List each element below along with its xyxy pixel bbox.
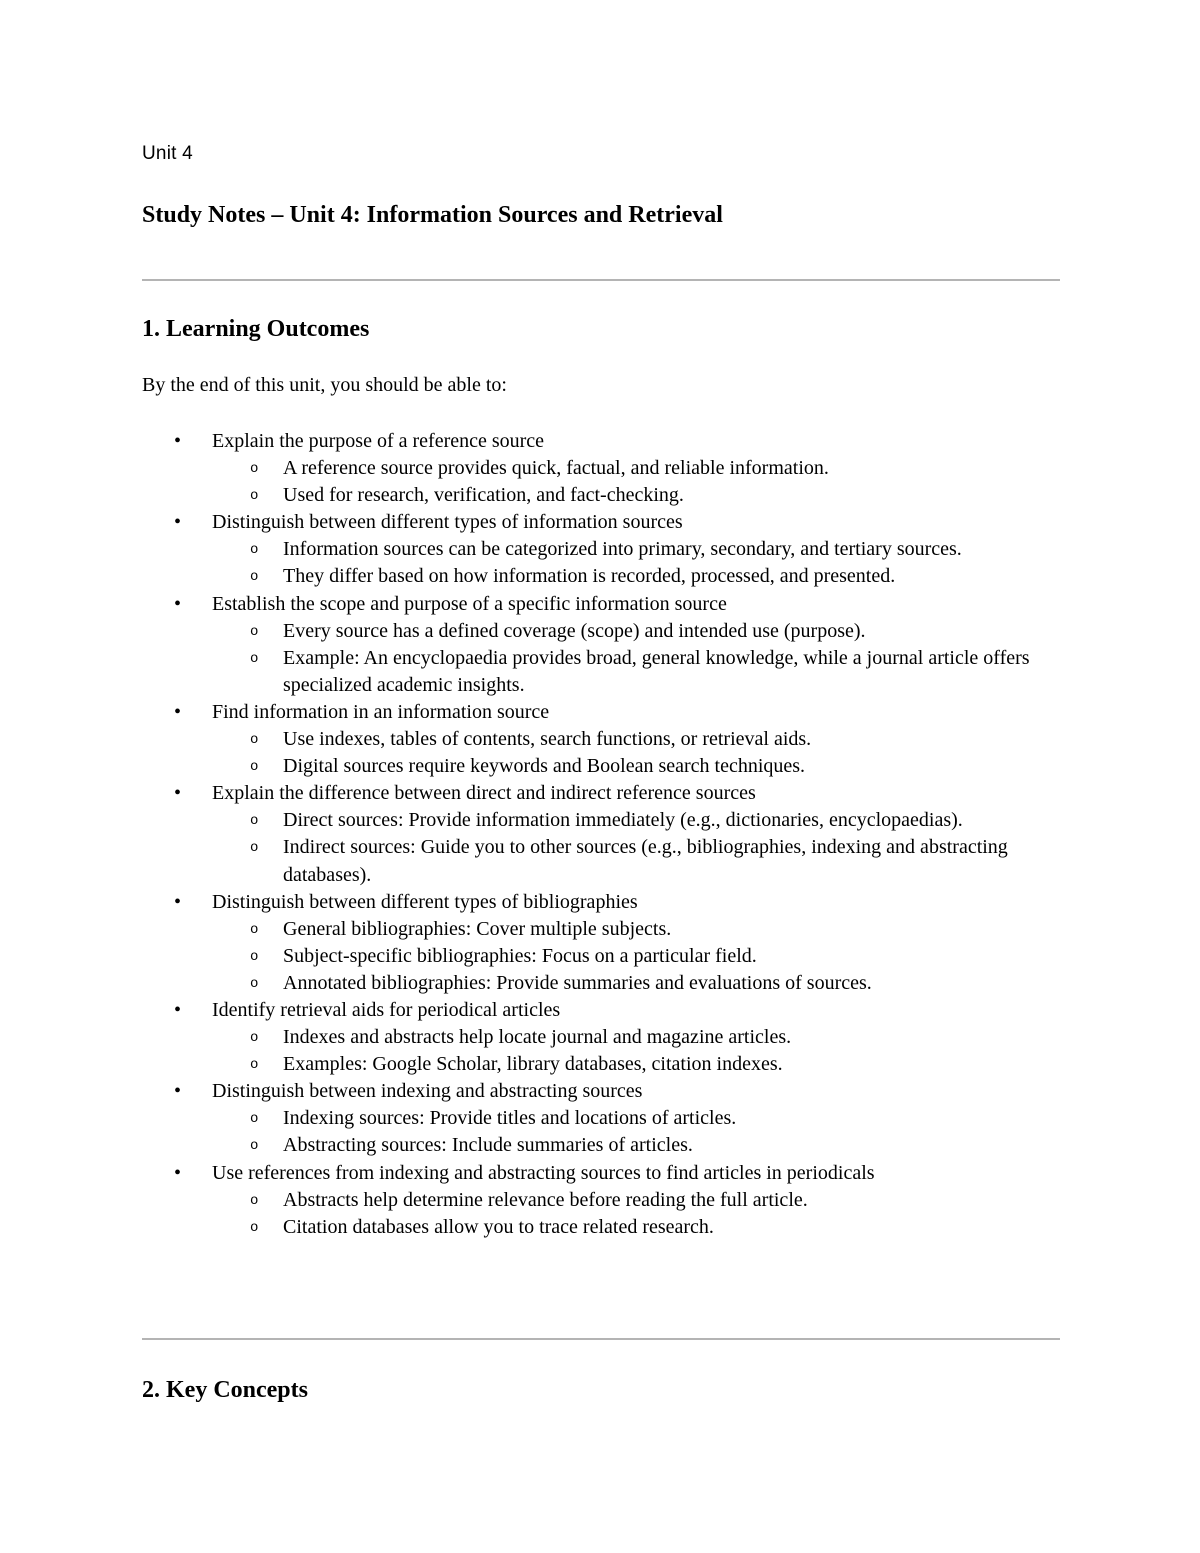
outcome-text: Explain the difference between direct and indirect reference sources bbox=[212, 782, 756, 805]
outcome-detail: o Examples: Google Scholar, library databases, citation indexes. bbox=[212, 1051, 1053, 1078]
outcome-text: Distinguish between different types of bibliographies bbox=[212, 890, 638, 913]
outcome-item bbox=[142, 509, 1060, 590]
outcome-details-list bbox=[212, 807, 1060, 888]
outcome-details-list bbox=[212, 455, 1060, 509]
outcome-text: Find information in an information source bbox=[212, 700, 550, 723]
outcome-details-list bbox=[212, 1105, 1060, 1159]
outcome-detail: o Use indexes, tables of contents, search functions, or retrieval aids. bbox=[212, 726, 1053, 753]
outcome-detail: o Example: An encyclopaedia provides broad, general knowledge, while a journal article offers specialized academic insights. bbox=[212, 645, 1053, 699]
outcome-item bbox=[142, 1160, 1060, 1241]
outcome-detail: o They differ based on how information is recorded, processed, and presented. bbox=[212, 563, 1053, 590]
outcome-item bbox=[142, 428, 1060, 509]
outcome-item bbox=[142, 699, 1060, 780]
outcome-detail: o Indexing sources: Provide titles and locations of articles. bbox=[212, 1105, 1053, 1132]
outcome-details-list bbox=[212, 1024, 1060, 1078]
horizontal-divider bbox=[142, 279, 1060, 281]
outcome-item bbox=[142, 889, 1060, 997]
outcome-text: Distinguish between indexing and abstracting sources bbox=[212, 1080, 643, 1103]
section-intro: By the end of this unit, you should be able to: bbox=[142, 374, 507, 396]
outcome-detail: o Direct sources: Provide information immediately (e.g., dictionaries, encyclopaedias). bbox=[212, 807, 1053, 834]
outcome-details-list bbox=[212, 916, 1060, 997]
outcome-text: Establish the scope and purpose of a specific information source bbox=[212, 592, 727, 615]
outcome-detail: o Digital sources require keywords and Boolean search techniques. bbox=[212, 753, 1053, 780]
outcome-detail: o Citation databases allow you to trace related research. bbox=[212, 1214, 1053, 1241]
outcome-details-list bbox=[212, 726, 1060, 780]
outcome-text: Distinguish between different types of information sources bbox=[212, 511, 683, 534]
horizontal-divider bbox=[142, 1338, 1060, 1340]
outcome-item bbox=[142, 591, 1060, 699]
outcome-detail: o Used for research, verification, and fact-checking. bbox=[212, 482, 1053, 509]
outcome-item bbox=[142, 780, 1060, 888]
outcome-text: Explain the purpose of a reference source bbox=[212, 430, 545, 452]
outcome-text: Use references from indexing and abstracting sources to find articles in periodicals bbox=[212, 1161, 875, 1184]
learning-outcomes-list bbox=[142, 428, 1060, 1241]
outcome-detail: o A reference source provides quick, factual, and reliable information. bbox=[212, 455, 1053, 482]
outcome-detail: o Annotated bibliographies: Provide summaries and evaluations of sources. bbox=[212, 970, 1053, 997]
section-heading-learning-outcomes: 1. Learning Outcomes bbox=[142, 316, 370, 342]
outcome-detail: o Indirect sources: Guide you to other sources (e.g., bibliographies, indexing and abstracting databases). bbox=[212, 834, 1053, 888]
outcome-detail: o Indexes and abstracts help locate journal and magazine articles. bbox=[212, 1024, 1053, 1051]
outcome-item bbox=[142, 1078, 1060, 1159]
outcome-text: Identify retrieval aids for periodical articles bbox=[212, 998, 561, 1021]
outcome-detail: o Subject-specific bibliographies: Focus on a particular field. bbox=[212, 943, 1053, 970]
outcome-detail: o Abstracts help determine relevance before reading the full article. bbox=[212, 1187, 1053, 1214]
outcome-detail: o General bibliographies: Cover multiple subjects. bbox=[212, 916, 1053, 943]
unit-header-label: Unit 4 bbox=[142, 143, 193, 164]
outcome-detail: o Abstracting sources: Include summaries of articles. bbox=[212, 1132, 1053, 1159]
document-title: Study Notes – Unit 4: Information Sources and Retrieval bbox=[142, 202, 723, 228]
outcome-details-list bbox=[212, 1187, 1060, 1241]
outcome-detail: o Information sources can be categorized into primary, secondary, and tertiary sources. bbox=[212, 536, 1053, 563]
outcome-details-list bbox=[212, 536, 1060, 590]
outcome-item bbox=[142, 997, 1060, 1078]
outcome-details-list bbox=[212, 618, 1060, 699]
section-heading-key-concepts: 2. Key Concepts bbox=[142, 1377, 308, 1403]
outcome-detail: o Every source has a defined coverage (scope) and intended use (purpose). bbox=[212, 618, 1053, 645]
